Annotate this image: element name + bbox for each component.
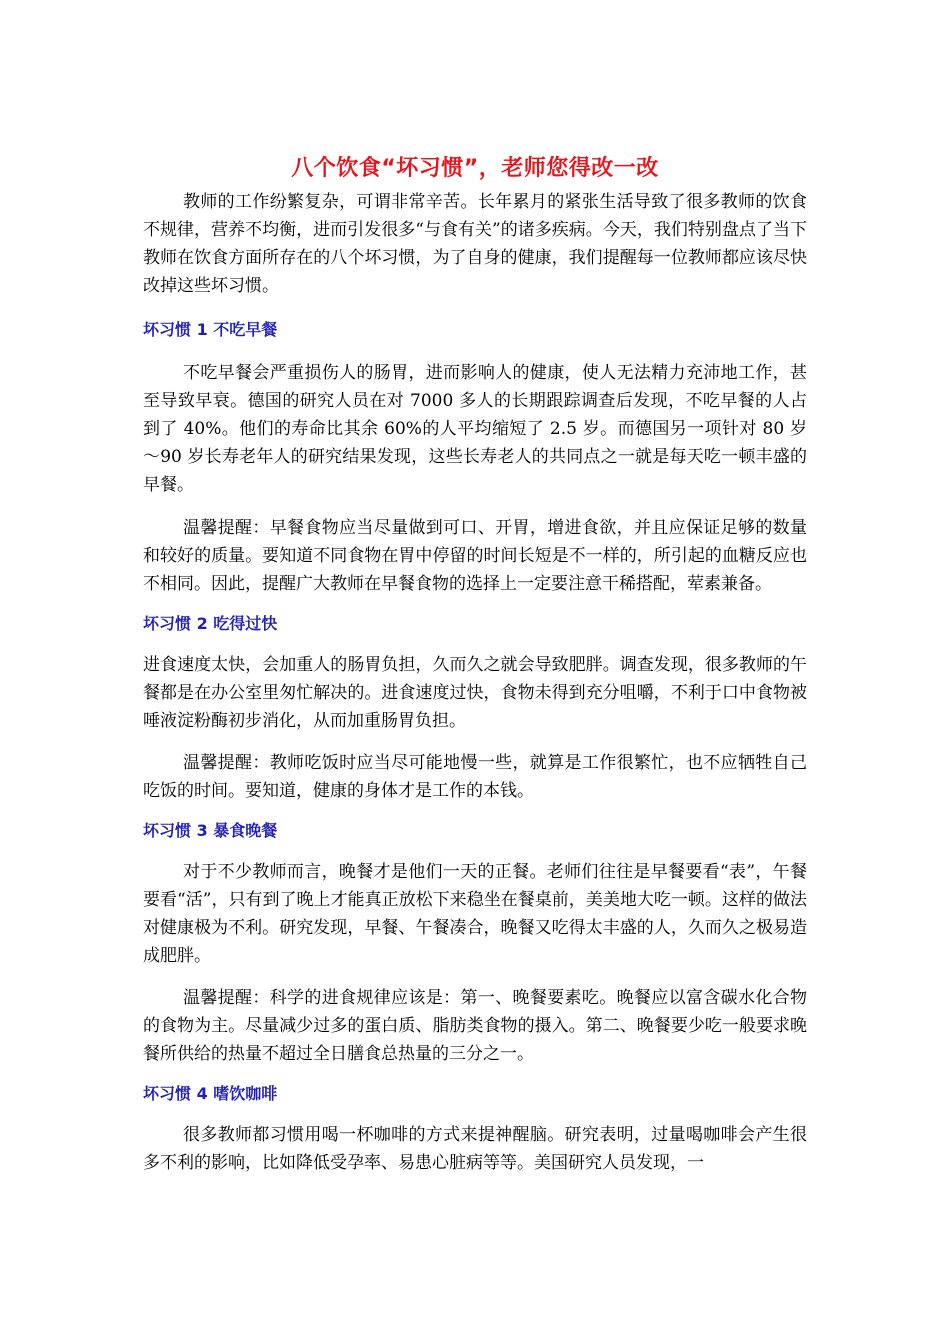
section-body-1: 不吃早餐会严重损伤人的肠胃，进而影响人的健康，使人无法精力充沛地工作，甚至导致早衰。德国的研究人员在对 7000 多人的长期跟踪调查后发现，不吃早餐的人占到了 40%。他们的寿命比其余 60%的人平均缩短了 2.5 岁。而德国另一项针对 80 岁～90 岁长寿老年人的研究结果发现，这些长寿老人的共同点之一就是每天吃一顿丰盛的早餐。 — [143, 363, 807, 495]
section-tip-1: 温馨提醒：早餐食物应当尽量做到可口、开胃，增进食欲，并且应保证足够的数量和较好的质量。要知道不同食物在胃中停留的时间长短是不一样的，所引起的血糖反应也不相同。因此，提醒广大教师在早餐食物的选择上一定要注意干稀搭配，荤素兼备。 — [143, 518, 807, 594]
section-body-2: 进食速度太快，会加重人的肠胃负担，久而久之就会导致肥胖。调查发现，很多教师的午餐都是在办公室里匆忙解决的。进食速度过快，食物未得到充分咀嚼，不利于口中食物被唾液淀粉酶初步消化，从而加重肠胃负担。 — [143, 655, 807, 731]
document-title: 八个饮食“坏习惯”，老师您得改一改 — [291, 156, 659, 181]
section-tip-3: 温馨提醒：科学的进食规律应该是：第一、晚餐要素吃。晚餐应以富含碳水化合物的食物为主。尽量减少过多的蛋白质、脂肪类食物的摄入。第二、晚餐要少吃一般要求晚餐所供给的热量不超过全日膳食总热量的三分之一。 — [143, 988, 807, 1064]
section-body-3: 对于不少教师而言，晚餐才是他们一天的正餐。老师们往往是早餐要看“表”，午餐要看“活”，只有到了晚上才能真正放松下来稳坐在餐桌前，美美地大吃一顿。这样的做法对健康极为不利。研究发现，早餐、午餐凑合，晚餐又吃得太丰盛的人，久而久之极易造成肥胖。 — [143, 862, 807, 966]
intro-paragraph: 教师的工作纷繁复杂，可谓非常辛苦。长年累月的紧张生活导致了很多教师的饮食不规律，营养不均衡，进而引发很多“与食有关”的诸多疾病。今天，我们特别盘点了当下教师在饮食方面所存在的八个坏习惯，为了自身的健康，我们提醒每一位教师都应该尽快改掉这些坏习惯。 — [143, 192, 807, 296]
section-body-4: 很多教师都习惯用喝一杯咖啡的方式来提神醒脑。研究表明，过量喝咖啡会产生很多不利的影响，比如降低受孕率、易患心脏病等等。美国研究人员发现，一 — [143, 1125, 807, 1173]
section-heading-4: 坏习惯 4 嗜饮咖啡 — [143, 1084, 278, 1103]
section-heading-2: 坏习惯 2 吃得过快 — [143, 614, 278, 633]
section-tip-2: 温馨提醒：教师吃饭时应当尽可能地慢一些，就算是工作很繁忙，也不应牺牲自己吃饭的时间。要知道，健康的身体才是工作的本钱。 — [143, 753, 807, 801]
section-heading-3: 坏习惯 3 暴食晚餐 — [143, 821, 278, 840]
section-heading-1: 坏习惯 1 不吃早餐 — [143, 320, 278, 339]
document-page — [143, 0, 807, 1177]
